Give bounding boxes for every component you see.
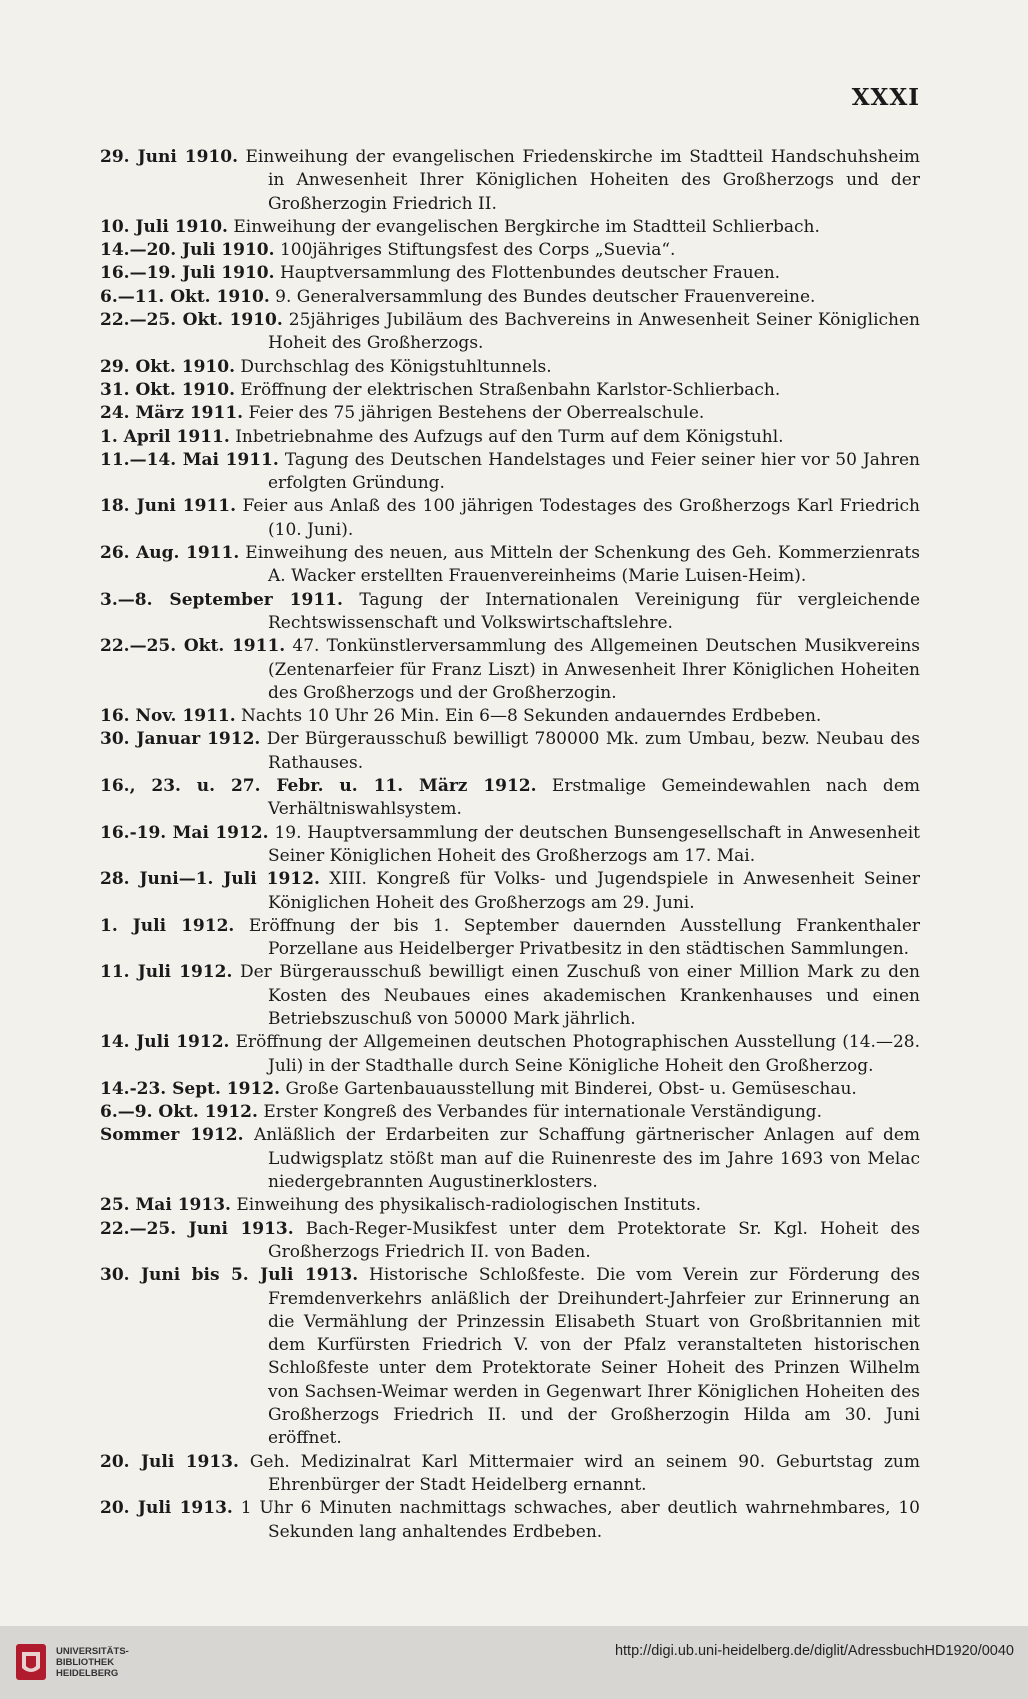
entry-date: 1. April 1911. bbox=[100, 426, 230, 447]
chronicle-entry bbox=[100, 728, 920, 775]
entry-text: Einweihung der evangelischen Friedenskirche im Stadtteil Handschuhsheim in Anwesenheit Ihrer Königlichen Hoheiten des Großherzogs und der Großherzogin Friedrich II. bbox=[245, 147, 921, 214]
entry-date: 28. Juni—1. Juli 1912. bbox=[100, 869, 320, 890]
entry-date: Sommer 1912. bbox=[100, 1125, 244, 1146]
entry-text: Hauptversammlung des Flottenbundes deutscher Frauen. bbox=[279, 263, 781, 284]
logo-line-2: BIBLIOTHEK bbox=[56, 1656, 115, 1668]
entry-date: 14. Juli 1912. bbox=[100, 1032, 230, 1053]
entry-text: Eröffnung der Allgemeinen deutschen Photographischen Ausstellung (14.—28. Juli) in der Stadthalle durch Seine Königliche Hoheit den Großherzog. bbox=[235, 1032, 920, 1076]
entry-text: Erster Kongreß des Verbandes für internationale Verständigung. bbox=[263, 1102, 822, 1123]
chronicle-entry bbox=[100, 262, 920, 285]
chronicle-entry bbox=[100, 1194, 920, 1217]
chronicle-entry bbox=[100, 309, 920, 356]
library-logo[interactable] bbox=[14, 1642, 129, 1682]
entry-text: 47. Tonkünstlerversammlung des Allgemeinen Deutschen Musikvereins (Zentenarfeier für Franz Liszt) in Anwesenheit Ihrer Königlichen Hoheiten des Großherzogs und der Großherzogin. bbox=[268, 636, 920, 703]
entry-date: 22.—25. Juni 1913. bbox=[100, 1218, 294, 1239]
chronicle-entry bbox=[100, 146, 920, 216]
entry-date: 20. Juli 1913. bbox=[100, 1451, 239, 1472]
chronicle-entry bbox=[100, 1101, 920, 1124]
entry-text: Tagung der Internationalen Vereinigung für vergleichende Rechtswissenschaft und Volkswirtschaftslehre. bbox=[268, 589, 921, 633]
entry-text: 9. Generalversammlung des Bundes deutscher Frauenvereine. bbox=[275, 286, 816, 307]
entry-text: Historische Schloßfeste. Die vom Verein zur Förderung des Fremdenverkehrs anläßlich der Dreihundert-Jahrfeier zur Erinnerung an die Vermählung der Prinzessin Elisabeth Stuart von Großbritannien mit dem Kurfürsten Friedrich V. von der Pfalz veranstalteten historischen Schloßfeste unter dem Protektorate Seiner Hoheit des Prinzen Wilhelm von Sachsen-Weimar werden in Gegenwart Ihrer Königlichen Hoheiten des Großherzogs Friedrich II. und der Großherzogin Hilda am 30. Juni eröffnet. bbox=[268, 1265, 920, 1449]
entry-date: 11. Juli 1912. bbox=[100, 962, 233, 983]
entry-text: Einweihung der evangelischen Bergkirche im Stadtteil Schlierbach. bbox=[233, 216, 820, 237]
university-seal-icon bbox=[14, 1642, 48, 1682]
entry-date: 14.—20. Juli 1910. bbox=[100, 240, 275, 261]
entry-text: Einweihung des physikalisch-radiologischen Instituts. bbox=[236, 1195, 702, 1216]
entry-date: 16.—19. Juli 1910. bbox=[100, 263, 275, 284]
logo-line-3: HEIDELBERG bbox=[56, 1667, 119, 1679]
entry-date: 30. Januar 1912. bbox=[100, 729, 261, 750]
entry-date: 1. Juli 1912. bbox=[100, 915, 235, 936]
chronicle-entry bbox=[100, 1451, 920, 1498]
chronicle-entry bbox=[100, 1264, 920, 1450]
entry-text: Tagung des Deutschen Handelstages und Feier seiner hier vor 50 Jahren erfolgten Gründung. bbox=[268, 449, 920, 494]
chronicle-entry bbox=[100, 1124, 920, 1194]
entry-text: Große Gartenbauausstellung mit Binderei, Obst- u. Gemüseschau. bbox=[285, 1078, 857, 1099]
entry-date: 25. Mai 1913. bbox=[100, 1195, 231, 1216]
entry-date: 29. Okt. 1910. bbox=[100, 356, 236, 377]
entry-date: 30. Juni bis 5. Juli 1913. bbox=[100, 1265, 359, 1286]
chronicle-entry bbox=[100, 402, 920, 425]
entry-date: 26. Aug. 1911. bbox=[100, 543, 240, 564]
entry-text: Bach-Reger-Musikfest unter dem Protektorate Sr. Kgl. Hoheit des Großherzogs Friedrich II. von Baden. bbox=[268, 1218, 920, 1262]
chronicle-entry bbox=[100, 635, 920, 705]
entry-text: Geh. Medizinalrat Karl Mittermaier wird an seinem 90. Geburtstag zum Ehrenbürger der Stadt Heidelberg ernannt. bbox=[249, 1451, 921, 1495]
entry-date: 22.—25. Okt. 1911. bbox=[100, 636, 286, 657]
chronicle-entry bbox=[100, 822, 920, 869]
entry-date: 18. Juni 1911. bbox=[100, 496, 237, 517]
entry-date: 11.—14. Mai 1911. bbox=[100, 449, 279, 470]
logo-line-1: UNIVERSITÄTS- bbox=[56, 1645, 129, 1657]
entry-text: Der Bürgerausschuß bewilligt einen Zuschuß von einer Million Mark zu den Kosten des Neubaues eines akademischen Krankenhauses und einen Betriebszuschuß von 50000 Mark jährlich. bbox=[239, 962, 920, 1029]
source-url[interactable]: http://digi.ub.uni-heidelberg.de/diglit/AdressbuchHD1920/0040 bbox=[614, 1643, 1014, 1659]
entry-text: 1 Uhr 6 Minuten nachmittags schwaches, aber deutlich wahrnehmbares, 10 Sekunden lang anhaltendes Erdbeben. bbox=[240, 1498, 920, 1542]
chronicle-entry bbox=[100, 1218, 920, 1265]
entry-text: 19. Hauptversammlung der deutschen Bunsengesellschaft in Anwesenheit Seiner Königlichen Hoheit des Großherzogs am 17. Mai. bbox=[268, 822, 921, 866]
entry-date: 29. Juni 1910. bbox=[100, 147, 239, 167]
entry-date: 6.—11. Okt. 1910. bbox=[100, 286, 270, 307]
entry-date: 3.—8. September 1911. bbox=[100, 589, 343, 610]
footer-bar bbox=[0, 1626, 1028, 1699]
chronicle-entry bbox=[100, 542, 920, 589]
chronicle-entry bbox=[100, 495, 920, 542]
entry-text: Feier aus Anlaß des 100 jährigen Todestages des Großherzogs Karl Friedrich (10. Juni). bbox=[242, 496, 920, 540]
entry-date: 20. Juli 1913. bbox=[100, 1498, 233, 1519]
entry-text: XIII. Kongreß für Volks- und Jugendspiele in Anwesenheit Seiner Königlichen Hoheit des Großherzogs am 29. Juni. bbox=[268, 869, 920, 913]
chronicle-entry bbox=[100, 705, 920, 728]
chronicle-entry bbox=[100, 356, 920, 379]
chronicle-entry bbox=[100, 868, 920, 915]
entry-date: 31. Okt. 1910. bbox=[100, 379, 236, 400]
entry-date: 16. Nov. 1911. bbox=[100, 706, 236, 727]
chronicle-entry bbox=[100, 286, 920, 309]
chronicle-entry bbox=[100, 379, 920, 402]
chronicle-entry bbox=[100, 426, 920, 449]
chronicle-entry bbox=[100, 961, 920, 1031]
entry-text: Eröffnung der bis 1. September dauernden Ausstellung Frankenthaler Porzellane aus Heidelberger Privatbesitz in den städtischen Sammlungen. bbox=[248, 915, 921, 960]
entry-text: Anläßlich der Erdarbeiten zur Schaffung gärtnerischer Anlagen auf dem Ludwigsplatz stößt man auf die Ruinenreste des im Jahre 1693 von Melac niedergebrannten Augustinerklosters. bbox=[253, 1125, 921, 1193]
entry-text: Erstmalige Gemeindewahlen nach dem Verhältniswahlsystem. bbox=[268, 776, 920, 820]
entry-date: 6.—9. Okt. 1912. bbox=[100, 1102, 258, 1123]
chronicle-entry bbox=[100, 589, 920, 636]
entry-date: 22.—25. Okt. 1910. bbox=[100, 310, 283, 331]
entry-text: Durchschlag des Königstuhltunnels. bbox=[240, 356, 552, 377]
entry-text: Feier des 75 jährigen Bestehens der Oberrealschule. bbox=[248, 403, 705, 424]
entry-text: Eröffnung der elektrischen Straßenbahn Karlstor-Schlierbach. bbox=[240, 379, 781, 400]
chronicle-entry bbox=[100, 915, 920, 962]
chronicle-entry bbox=[100, 216, 920, 239]
chronicle-entry bbox=[100, 775, 920, 822]
chronicle-entry bbox=[100, 1078, 920, 1101]
entry-text: Der Bürgerausschuß bewilligt 780000 Mk. zum Umbau, bezw. Neubau des Rathauses. bbox=[266, 729, 920, 773]
chronicle-entry bbox=[100, 1497, 920, 1544]
entry-date: 16., 23. u. 27. Febr. u. 11. März 1912. bbox=[100, 776, 537, 797]
chronicle-entry bbox=[100, 1031, 920, 1078]
entry-date: 24. März 1911. bbox=[100, 403, 244, 424]
entry-text: Einweihung des neuen, aus Mitteln der Schenkung des Geh. Kommerzienrats A. Wacker erstellten Frauenvereinheims (Marie Luisen-Heim). bbox=[245, 543, 920, 587]
entry-text: Nachts 10 Uhr 26 Min. Ein 6—8 Sekunden andauerndes Erdbeben. bbox=[241, 706, 822, 727]
page-number: XXXI bbox=[851, 84, 920, 111]
entry-text: Inbetriebnahme des Aufzugs auf den Turm auf dem Königstuhl. bbox=[235, 426, 784, 447]
entry-date: 16.-19. Mai 1912. bbox=[100, 822, 269, 843]
chronicle-list bbox=[100, 146, 920, 1544]
entry-text: 25jähriges Jubiläum des Bachvereins in Anwesenheit Seiner Königlichen Hoheit des Großherzogs. bbox=[268, 310, 920, 354]
entry-date: 14.-23. Sept. 1912. bbox=[100, 1078, 281, 1099]
entry-text: 100jähriges Stiftungsfest des Corps „Suevia“. bbox=[279, 240, 676, 261]
chronicle-entry bbox=[100, 239, 920, 262]
chronicle-entry bbox=[100, 449, 920, 496]
entry-date: 10. Juli 1910. bbox=[100, 216, 228, 237]
